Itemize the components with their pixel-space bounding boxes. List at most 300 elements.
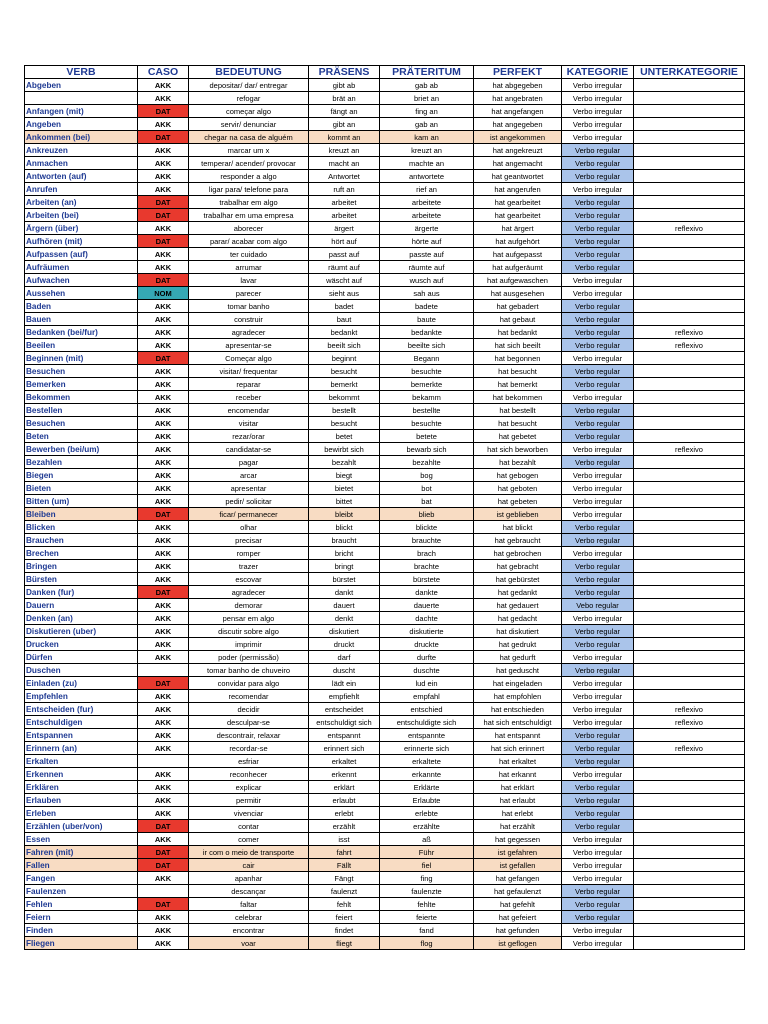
- cell-caso: AKK: [138, 716, 189, 729]
- cell-kategorie: Verbo irregular: [562, 79, 634, 92]
- cell-prateritum: fiel: [380, 859, 474, 872]
- cell-bedeutung: ter cuidado: [189, 248, 309, 261]
- cell-kategorie: Verbo regular: [562, 313, 634, 326]
- cell-unterkategorie: [634, 404, 745, 417]
- cell-unterkategorie: [634, 495, 745, 508]
- cell-perfekt: hat gebogen: [474, 469, 562, 482]
- cell-bedeutung: discutir sobre algo: [189, 625, 309, 638]
- cell-caso: DAT: [138, 274, 189, 287]
- cell-prateritum: bekamm: [380, 391, 474, 404]
- cell-perfekt: hat bedankt: [474, 326, 562, 339]
- table-row: [25, 131, 745, 144]
- cell-kategorie: Verbo regular: [562, 521, 634, 534]
- table-row: [25, 300, 745, 313]
- cell-caso: AKK: [138, 183, 189, 196]
- cell-kategorie: Verbo irregular: [562, 859, 634, 872]
- cell-prasens: gibt ab: [309, 79, 380, 92]
- cell-perfekt: hat erzählt: [474, 820, 562, 833]
- cell-caso: AKK: [138, 326, 189, 339]
- table-row: [25, 378, 745, 391]
- cell-kategorie: Verbo regular: [562, 222, 634, 235]
- cell-kategorie: Verbo regular: [562, 573, 634, 586]
- cell-verb: Erkennen: [25, 768, 138, 781]
- table-row: [25, 729, 745, 742]
- cell-prasens: dankt: [309, 586, 380, 599]
- cell-prasens: diskutiert: [309, 625, 380, 638]
- table-row: [25, 417, 745, 430]
- cell-unterkategorie: reflexivo: [634, 222, 745, 235]
- cell-kategorie: Verbo regular: [562, 664, 634, 677]
- cell-kategorie: Verbo regular: [562, 196, 634, 209]
- cell-perfekt: hat gegessen: [474, 833, 562, 846]
- cell-verb: Dauern: [25, 599, 138, 612]
- cell-prasens: entscheidet: [309, 703, 380, 716]
- cell-verb: Besuchen: [25, 417, 138, 430]
- header-row: [25, 66, 745, 79]
- cell-bedeutung: pagar: [189, 456, 309, 469]
- cell-caso: AKK: [138, 690, 189, 703]
- cell-caso: AKK: [138, 92, 189, 105]
- cell-caso: AKK: [138, 651, 189, 664]
- cell-bedeutung: servir/ denunciar: [189, 118, 309, 131]
- cell-unterkategorie: [634, 872, 745, 885]
- cell-bedeutung: escovar: [189, 573, 309, 586]
- cell-verb: Ärgern (über): [25, 222, 138, 235]
- cell-verb: Diskutieren (uber): [25, 625, 138, 638]
- cell-kategorie: Verbo irregular: [562, 846, 634, 859]
- cell-prasens: faulenzt: [309, 885, 380, 898]
- cell-kategorie: Verbo irregular: [562, 183, 634, 196]
- table-row: [25, 157, 745, 170]
- cell-prateritum: entschuldigte sich: [380, 716, 474, 729]
- cell-prasens: arbeitet: [309, 209, 380, 222]
- cell-caso: AKK: [138, 768, 189, 781]
- cell-bedeutung: parar/ acabar com algo: [189, 235, 309, 248]
- cell-kategorie: Verbo irregular: [562, 677, 634, 690]
- cell-prateritum: gab ab: [380, 79, 474, 92]
- cell-prateritum: bog: [380, 469, 474, 482]
- cell-unterkategorie: [634, 170, 745, 183]
- cell-prateritum: erlebte: [380, 807, 474, 820]
- cell-verb: Beginnen (mit): [25, 352, 138, 365]
- cell-unterkategorie: [634, 651, 745, 664]
- cell-prateritum: fing: [380, 872, 474, 885]
- table-row: [25, 404, 745, 417]
- cell-unterkategorie: [634, 209, 745, 222]
- cell-prateritum: betete: [380, 430, 474, 443]
- cell-prateritum: bürstete: [380, 573, 474, 586]
- cell-perfekt: hat angerufen: [474, 183, 562, 196]
- cell-prasens: blickt: [309, 521, 380, 534]
- cell-unterkategorie: [634, 638, 745, 651]
- table-row: [25, 521, 745, 534]
- cell-perfekt: hat gebetet: [474, 430, 562, 443]
- cell-kategorie: Verbo regular: [562, 378, 634, 391]
- cell-caso: AKK: [138, 573, 189, 586]
- cell-prasens: baut: [309, 313, 380, 326]
- cell-bedeutung: faltar: [189, 898, 309, 911]
- cell-kategorie: Verbo regular: [562, 157, 634, 170]
- cell-caso: AKK: [138, 118, 189, 131]
- cell-unterkategorie: [634, 144, 745, 157]
- cell-caso: AKK: [138, 599, 189, 612]
- cell-unterkategorie: [634, 794, 745, 807]
- table-row: [25, 651, 745, 664]
- table-row: [25, 482, 745, 495]
- cell-unterkategorie: [634, 599, 745, 612]
- cell-verb: Fallen: [25, 859, 138, 872]
- cell-prasens: kreuzt an: [309, 144, 380, 157]
- cell-prasens: bedankt: [309, 326, 380, 339]
- cell-perfekt: hat gebraucht: [474, 534, 562, 547]
- cell-caso: AKK: [138, 404, 189, 417]
- cell-prasens: wäscht auf: [309, 274, 380, 287]
- table-row: [25, 794, 745, 807]
- cell-kategorie: Verbo regular: [562, 560, 634, 573]
- cell-kategorie: Verbo regular: [562, 911, 634, 924]
- cell-prasens: bürstet: [309, 573, 380, 586]
- cell-kategorie: Verbo regular: [562, 144, 634, 157]
- cell-perfekt: ist geblieben: [474, 508, 562, 521]
- cell-perfekt: hat geboten: [474, 482, 562, 495]
- header-prasens: PRÄSENS: [309, 66, 380, 79]
- cell-prasens: betet: [309, 430, 380, 443]
- cell-unterkategorie: [634, 391, 745, 404]
- cell-caso: AKK: [138, 937, 189, 950]
- cell-prasens: erkennt: [309, 768, 380, 781]
- cell-prasens: kommt an: [309, 131, 380, 144]
- cell-prasens: badet: [309, 300, 380, 313]
- cell-verb: Fehlen: [25, 898, 138, 911]
- cell-bedeutung: apanhar: [189, 872, 309, 885]
- table-row: [25, 586, 745, 599]
- cell-bedeutung: arrumar: [189, 261, 309, 274]
- table-row: [25, 677, 745, 690]
- cell-bedeutung: pedir/ solicitar: [189, 495, 309, 508]
- cell-unterkategorie: [634, 560, 745, 573]
- cell-prasens: bricht: [309, 547, 380, 560]
- cell-kategorie: Verbo regular: [562, 235, 634, 248]
- table-row: [25, 599, 745, 612]
- cell-prateritum: erzählte: [380, 820, 474, 833]
- cell-prateritum: erkannte: [380, 768, 474, 781]
- table-row: [25, 820, 745, 833]
- table-row: [25, 560, 745, 573]
- cell-caso: AKK: [138, 157, 189, 170]
- cell-verb: Entspannen: [25, 729, 138, 742]
- cell-prateritum: passte auf: [380, 248, 474, 261]
- cell-bedeutung: descontrair, relaxar: [189, 729, 309, 742]
- cell-kategorie: Verbo irregular: [562, 872, 634, 885]
- cell-kategorie: Verbo irregular: [562, 482, 634, 495]
- cell-prasens: bezahlt: [309, 456, 380, 469]
- cell-unterkategorie: [634, 820, 745, 833]
- cell-unterkategorie: [634, 781, 745, 794]
- cell-prasens: ruft an: [309, 183, 380, 196]
- cell-verb: Entschuldigen: [25, 716, 138, 729]
- cell-kategorie: Verbo regular: [562, 534, 634, 547]
- cell-bedeutung: Começar algo: [189, 352, 309, 365]
- cell-prateritum: bat: [380, 495, 474, 508]
- cell-prasens: erlaubt: [309, 794, 380, 807]
- cell-unterkategorie: [634, 924, 745, 937]
- cell-bedeutung: ficar/ permanecer: [189, 508, 309, 521]
- cell-verb: Beeilen: [25, 339, 138, 352]
- cell-caso: AKK: [138, 534, 189, 547]
- cell-verb: Aussehen: [25, 287, 138, 300]
- cell-perfekt: hat bestellt: [474, 404, 562, 417]
- cell-verb: Erzählen (uber/von): [25, 820, 138, 833]
- cell-bedeutung: marcar um x: [189, 144, 309, 157]
- cell-kategorie: Verbo irregular: [562, 105, 634, 118]
- cell-perfekt: hat gedrukt: [474, 638, 562, 651]
- table-row: [25, 118, 745, 131]
- table-row: [25, 170, 745, 183]
- cell-bedeutung: construir: [189, 313, 309, 326]
- table-row: [25, 248, 745, 261]
- cell-prasens: fahrt: [309, 846, 380, 859]
- cell-kategorie: Verbo regular: [562, 885, 634, 898]
- cell-bedeutung: trabalhar em uma empresa: [189, 209, 309, 222]
- cell-bedeutung: romper: [189, 547, 309, 560]
- cell-prasens: sieht aus: [309, 287, 380, 300]
- cell-verb: Anrufen: [25, 183, 138, 196]
- cell-verb: Erkalten: [25, 755, 138, 768]
- cell-unterkategorie: [634, 508, 745, 521]
- cell-caso: AKK: [138, 924, 189, 937]
- cell-prateritum: rief an: [380, 183, 474, 196]
- cell-perfekt: hat gefeiert: [474, 911, 562, 924]
- cell-prasens: darf: [309, 651, 380, 664]
- cell-verb: Arbeiten (bei): [25, 209, 138, 222]
- cell-caso: AKK: [138, 170, 189, 183]
- cell-prasens: isst: [309, 833, 380, 846]
- cell-caso: DAT: [138, 586, 189, 599]
- cell-perfekt: hat entspannt: [474, 729, 562, 742]
- cell-caso: AKK: [138, 612, 189, 625]
- cell-bedeutung: imprimir: [189, 638, 309, 651]
- cell-perfekt: hat ausgesehen: [474, 287, 562, 300]
- cell-caso: AKK: [138, 807, 189, 820]
- cell-unterkategorie: [634, 365, 745, 378]
- cell-prateritum: duschte: [380, 664, 474, 677]
- cell-perfekt: hat gebadert: [474, 300, 562, 313]
- header-caso: CASO: [138, 66, 189, 79]
- cell-prateritum: machte an: [380, 157, 474, 170]
- table-row: [25, 144, 745, 157]
- cell-verb: Entscheiden (fur): [25, 703, 138, 716]
- cell-verb: Bekommen: [25, 391, 138, 404]
- cell-caso: DAT: [138, 859, 189, 872]
- cell-bedeutung: lavar: [189, 274, 309, 287]
- cell-kategorie: Verbo regular: [562, 586, 634, 599]
- cell-prateritum: diskutierte: [380, 625, 474, 638]
- cell-bedeutung: esfriar: [189, 755, 309, 768]
- cell-perfekt: hat gebaut: [474, 313, 562, 326]
- cell-bedeutung: aborecer: [189, 222, 309, 235]
- cell-prasens: beeilt sich: [309, 339, 380, 352]
- cell-unterkategorie: [634, 612, 745, 625]
- cell-kategorie: Verbo irregular: [562, 690, 634, 703]
- cell-bedeutung: agradecer: [189, 326, 309, 339]
- cell-prateritum: Führ: [380, 846, 474, 859]
- cell-prasens: bekommt: [309, 391, 380, 404]
- cell-kategorie: Verbo irregular: [562, 703, 634, 716]
- cell-perfekt: hat gefehlt: [474, 898, 562, 911]
- cell-bedeutung: depositar/ dar/ entregar: [189, 79, 309, 92]
- cell-prateritum: dachte: [380, 612, 474, 625]
- cell-verb: Bestellen: [25, 404, 138, 417]
- cell-prasens: fliegt: [309, 937, 380, 950]
- cell-bedeutung: recordar-se: [189, 742, 309, 755]
- table-row: [25, 352, 745, 365]
- cell-prateritum: feierte: [380, 911, 474, 924]
- cell-caso: AKK: [138, 430, 189, 443]
- cell-perfekt: ist gefahren: [474, 846, 562, 859]
- cell-caso: DAT: [138, 235, 189, 248]
- cell-perfekt: hat aufgewaschen: [474, 274, 562, 287]
- cell-prateritum: brachte: [380, 560, 474, 573]
- table-row: [25, 937, 745, 950]
- cell-prateritum: blickte: [380, 521, 474, 534]
- cell-perfekt: hat angefangen: [474, 105, 562, 118]
- cell-prateritum: dankte: [380, 586, 474, 599]
- cell-prateritum: brauchte: [380, 534, 474, 547]
- cell-unterkategorie: [634, 898, 745, 911]
- cell-bedeutung: ligar para/ telefone para: [189, 183, 309, 196]
- table-row: [25, 534, 745, 547]
- cell-verb: Denken (an): [25, 612, 138, 625]
- cell-kategorie: Verbo regular: [562, 300, 634, 313]
- table-row: [25, 716, 745, 729]
- cell-prasens: gibt an: [309, 118, 380, 131]
- cell-prasens: bleibt: [309, 508, 380, 521]
- cell-prateritum: beeilte sich: [380, 339, 474, 352]
- cell-perfekt: hat sich erinnert: [474, 742, 562, 755]
- cell-perfekt: hat sich beworben: [474, 443, 562, 456]
- cell-unterkategorie: reflexivo: [634, 716, 745, 729]
- cell-unterkategorie: [634, 755, 745, 768]
- cell-unterkategorie: reflexivo: [634, 326, 745, 339]
- cell-verb: Dürfen: [25, 651, 138, 664]
- cell-verb: Ankommen (bei): [25, 131, 138, 144]
- cell-prateritum: bezahlte: [380, 456, 474, 469]
- cell-prasens: bietet: [309, 482, 380, 495]
- cell-caso: AKK: [138, 729, 189, 742]
- cell-prateritum: kam an: [380, 131, 474, 144]
- cell-verb: Aufwachen: [25, 274, 138, 287]
- table-row: [25, 690, 745, 703]
- cell-prasens: fehlt: [309, 898, 380, 911]
- cell-perfekt: hat empfohlen: [474, 690, 562, 703]
- cell-verb: Fliegen: [25, 937, 138, 950]
- table-row: [25, 573, 745, 586]
- cell-kategorie: Verbo irregular: [562, 508, 634, 521]
- cell-prasens: findet: [309, 924, 380, 937]
- cell-perfekt: hat gebeten: [474, 495, 562, 508]
- cell-bedeutung: agradecer: [189, 586, 309, 599]
- table-row: [25, 924, 745, 937]
- table-row: [25, 911, 745, 924]
- cell-prasens: arbeitet: [309, 196, 380, 209]
- cell-kategorie: Verbo irregular: [562, 391, 634, 404]
- cell-unterkategorie: [634, 885, 745, 898]
- cell-prasens: erinnert sich: [309, 742, 380, 755]
- cell-unterkategorie: [634, 573, 745, 586]
- cell-caso: [138, 664, 189, 677]
- cell-perfekt: hat aufgehört: [474, 235, 562, 248]
- cell-unterkategorie: [634, 183, 745, 196]
- cell-perfekt: hat erlebt: [474, 807, 562, 820]
- cell-caso: AKK: [138, 833, 189, 846]
- cell-prateritum: wusch auf: [380, 274, 474, 287]
- cell-prateritum: Erklärte: [380, 781, 474, 794]
- table-row: [25, 196, 745, 209]
- cell-bedeutung: trazer: [189, 560, 309, 573]
- cell-kategorie: Verbo irregular: [562, 274, 634, 287]
- cell-verb: Aufräumen: [25, 261, 138, 274]
- cell-verb: Bezahlen: [25, 456, 138, 469]
- cell-prasens: bittet: [309, 495, 380, 508]
- cell-verb: [25, 92, 138, 105]
- cell-unterkategorie: [634, 417, 745, 430]
- cell-caso: AKK: [138, 313, 189, 326]
- cell-kategorie: Verbo regular: [562, 898, 634, 911]
- cell-bedeutung: parecer: [189, 287, 309, 300]
- table-row: [25, 833, 745, 846]
- cell-bedeutung: ir com o meio de transporte: [189, 846, 309, 859]
- cell-perfekt: hat sich beeilt: [474, 339, 562, 352]
- table-row: [25, 846, 745, 859]
- cell-caso: AKK: [138, 300, 189, 313]
- cell-caso: AKK: [138, 365, 189, 378]
- cell-bedeutung: voar: [189, 937, 309, 950]
- cell-unterkategorie: [634, 79, 745, 92]
- cell-bedeutung: vivenciar: [189, 807, 309, 820]
- table-row: [25, 456, 745, 469]
- cell-caso: AKK: [138, 521, 189, 534]
- cell-perfekt: hat blickt: [474, 521, 562, 534]
- cell-kategorie: Verbo irregular: [562, 924, 634, 937]
- cell-unterkategorie: [634, 911, 745, 924]
- cell-bedeutung: poder (permissão): [189, 651, 309, 664]
- cell-perfekt: hat gedurft: [474, 651, 562, 664]
- table-row: [25, 92, 745, 105]
- table-row: [25, 859, 745, 872]
- cell-unterkategorie: [634, 547, 745, 560]
- cell-verb: Duschen: [25, 664, 138, 677]
- cell-verb: Erinnern (an): [25, 742, 138, 755]
- cell-bedeutung: encontrar: [189, 924, 309, 937]
- cell-prasens: brät an: [309, 92, 380, 105]
- table-row: [25, 898, 745, 911]
- cell-verb: Bitten (um): [25, 495, 138, 508]
- table-row: [25, 612, 745, 625]
- cell-prateritum: erkaltete: [380, 755, 474, 768]
- cell-bedeutung: demorar: [189, 599, 309, 612]
- cell-caso: AKK: [138, 261, 189, 274]
- cell-bedeutung: temperar/ acender/ provocar: [189, 157, 309, 170]
- cell-verb: Biegen: [25, 469, 138, 482]
- cell-kategorie: Verbo irregular: [562, 131, 634, 144]
- cell-kategorie: Verbo regular: [562, 404, 634, 417]
- table-row: [25, 274, 745, 287]
- cell-perfekt: hat gedacht: [474, 612, 562, 625]
- cell-prasens: beginnt: [309, 352, 380, 365]
- cell-prasens: Fällt: [309, 859, 380, 872]
- cell-prasens: bringt: [309, 560, 380, 573]
- table-row: [25, 781, 745, 794]
